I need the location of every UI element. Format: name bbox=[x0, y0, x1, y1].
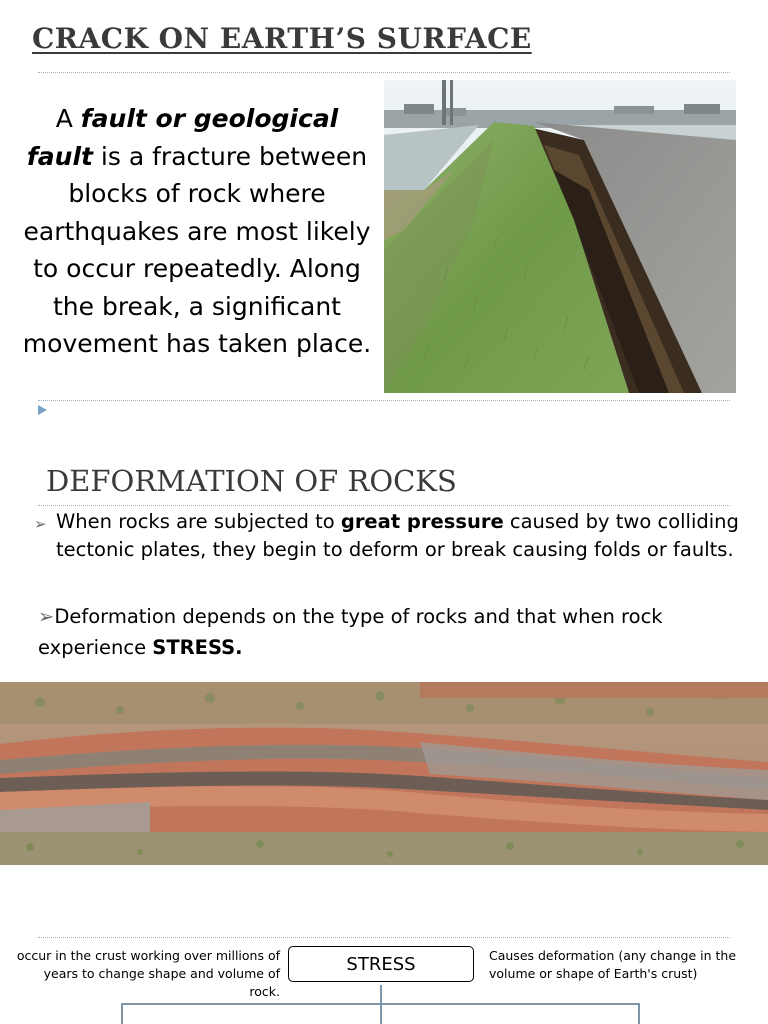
para-term-a: fault or geological bbox=[80, 104, 339, 133]
stress-box bbox=[288, 946, 474, 982]
connector-horizontal bbox=[121, 1003, 640, 1005]
slide3-rule bbox=[38, 937, 730, 938]
folded-rock-strata-photo bbox=[0, 682, 768, 865]
connector-left-drop bbox=[121, 1003, 123, 1024]
connector-vertical bbox=[380, 985, 382, 1024]
para-lead: A bbox=[55, 104, 81, 133]
slide1-title: CRACK ON EARTH’S SURFACE bbox=[32, 22, 532, 55]
title2-rule bbox=[38, 505, 730, 506]
bullet2-part-a: Deformation depends on the type of rocks and that when rock experience bbox=[38, 605, 663, 659]
stress-duration-note: occur in the crust working over millions of years to change shape and volume of rock. bbox=[16, 948, 280, 999]
connector-right-drop bbox=[638, 1003, 640, 1024]
stress-box-label: STRESS bbox=[346, 953, 416, 975]
deformation-note: Causes deformation (any change in the volume or shape of Earth's crust) bbox=[489, 948, 737, 981]
fault-crack-photo bbox=[384, 80, 736, 393]
slide1-bottom-rule bbox=[38, 400, 730, 401]
play-marker-icon bbox=[38, 405, 47, 415]
slide2-title: DEFORMATION OF ROCKS bbox=[46, 464, 457, 498]
rock-strata-illustration bbox=[0, 682, 768, 865]
fault-definition bbox=[18, 100, 376, 363]
bullet2-emphasis: STRESS. bbox=[152, 636, 243, 659]
bullet1-part-a: When rocks are subjected to bbox=[56, 510, 341, 533]
para-rest: is a fracture between blocks of rock where earthquakes are most likely to occur repeatedly. Along the break, a significant movement has taken place. bbox=[22, 141, 372, 358]
bullet-great-pressure bbox=[56, 508, 746, 564]
para-term-b: fault bbox=[26, 141, 93, 171]
bullet-arrow-icon: ➢ bbox=[38, 605, 55, 628]
bullet1-part-c: caused by two colliding tectonic plates, they begin to deform or break causing folds or faults. bbox=[56, 510, 739, 561]
fault-crack-illustration bbox=[384, 80, 736, 393]
bullet1-emphasis: great pressure bbox=[340, 510, 504, 533]
bullet-stress bbox=[38, 601, 748, 663]
title1-rule bbox=[38, 72, 730, 73]
bullet-arrow-icon: ➢ bbox=[34, 515, 47, 533]
